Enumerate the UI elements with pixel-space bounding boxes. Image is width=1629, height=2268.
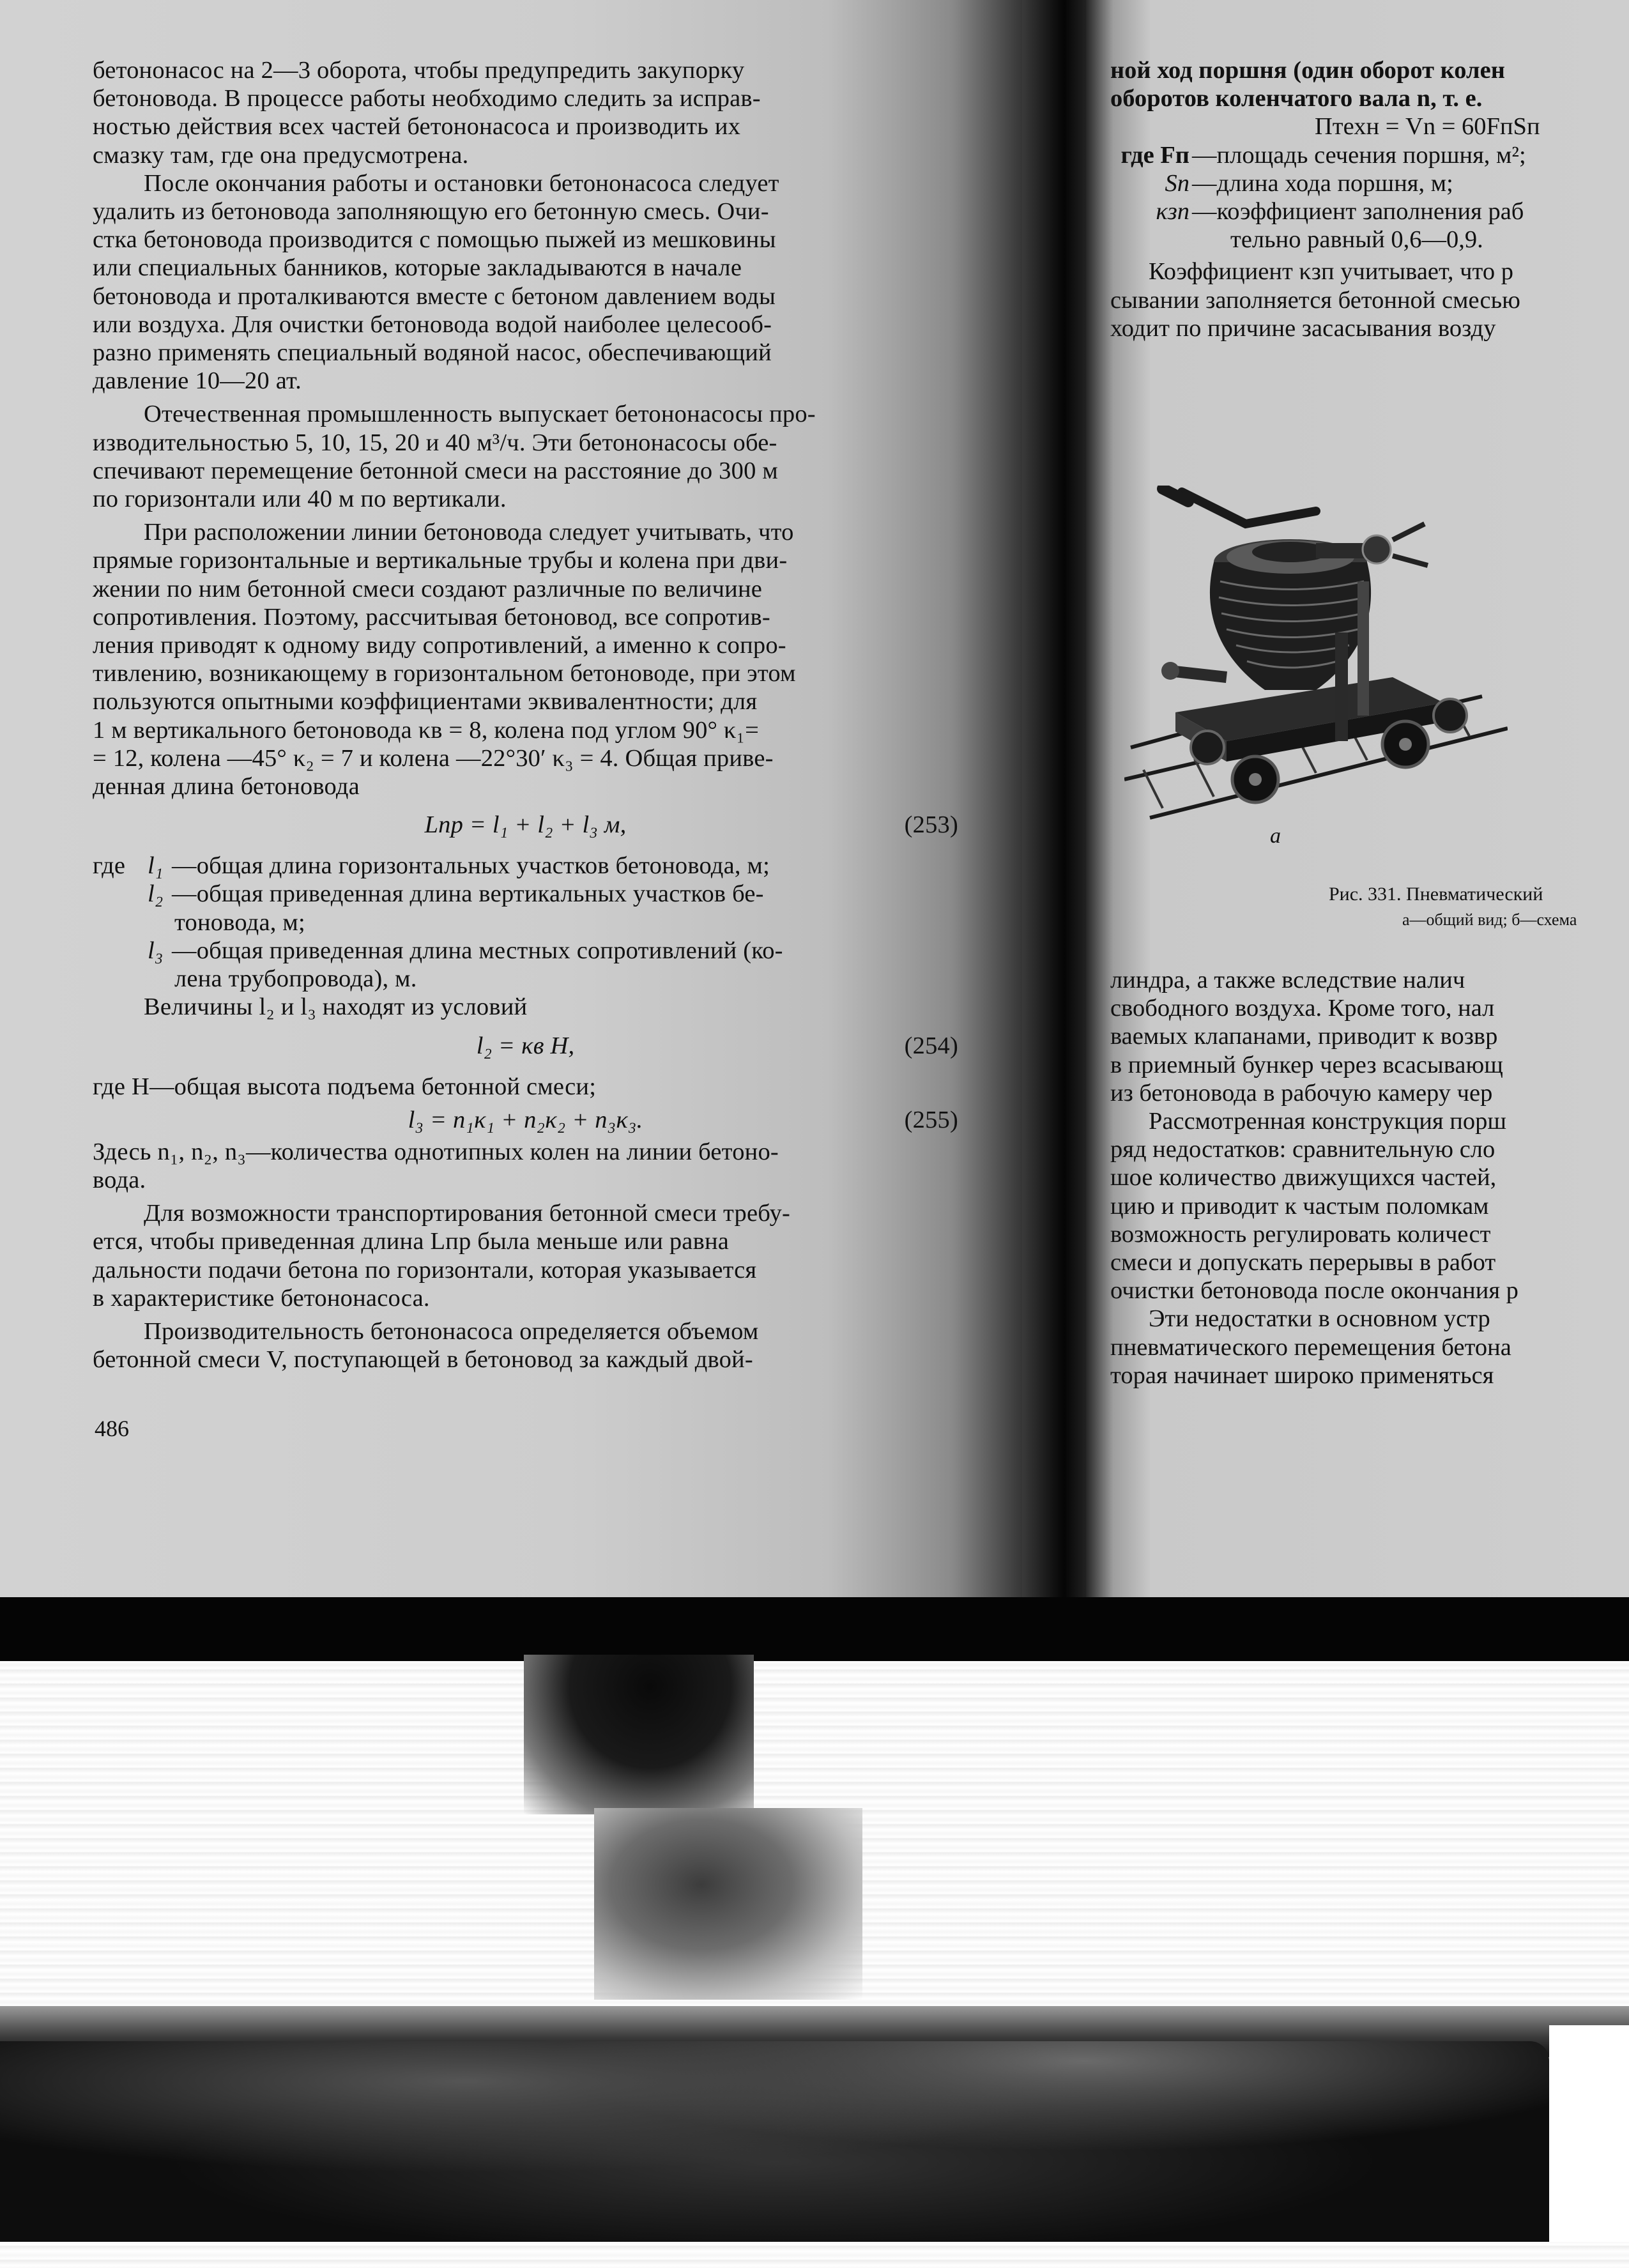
formula-254-body: l₂ = κв H, bbox=[476, 1032, 575, 1059]
formula-255-number: (255) bbox=[904, 1106, 958, 1133]
text-line: жении по ним бетонной смеси создают различные по величине bbox=[93, 575, 763, 602]
text-line: удалить из бетоновода заполняющую его бетонную смесь. Очи- bbox=[93, 198, 769, 226]
right-lower-line: из бетоновода в рабочую камеру чер bbox=[1110, 1079, 1493, 1107]
legend-continuation: тельно равный 0,6—0,9. bbox=[1230, 226, 1483, 254]
text-line: бетоновода и проталкиваются вместе с бетоном давлением воды bbox=[93, 282, 776, 310]
right-lower-line: пневматического перемещения бетона bbox=[1110, 1333, 1511, 1361]
book-gutter-shadow bbox=[1022, 0, 1092, 1597]
right-formula-legend bbox=[1110, 141, 1629, 254]
formula-253-body: Lпр = l₁ + l₂ + l₃ м, bbox=[424, 811, 627, 839]
text-line: бетоновода. В процессе работы необходимо следить за исправ- bbox=[93, 85, 761, 112]
text-line: После окончания работы и остановки бетононасоса следует bbox=[144, 169, 779, 197]
legend-text: —общая длина горизонтальных участков бетоновода, м; bbox=[172, 852, 770, 880]
motion-blur-shadow bbox=[524, 1655, 754, 1814]
right-lower-line: возможность регулировать количест bbox=[1110, 1220, 1491, 1248]
right-line-2: оборотов коленчатого вала n, т. е. bbox=[1110, 85, 1483, 112]
formula-253-number: (253) bbox=[904, 811, 958, 839]
text-line: 1 м вертикального бетоновода κв = 8, колена под углом 90° κ₁= bbox=[93, 716, 760, 744]
text-line: спечивают перемещение бетонной смеси на расстояние до 300 м bbox=[93, 457, 778, 484]
caption-subtitle: а—общий вид; б—схема bbox=[1402, 910, 1577, 929]
right-lower-line: ваемых клапанами, приводит к возвр bbox=[1110, 1023, 1498, 1050]
right-lower-line: Рассмотренная конструкция порш bbox=[1149, 1108, 1507, 1135]
legend-continuation: лена трубопровода), м. bbox=[174, 965, 417, 993]
text-line: разно применять специальный водяной насос, обеспечивающий bbox=[93, 339, 772, 367]
figure-caption bbox=[1329, 882, 1577, 933]
text-line: Здесь n₁, n₂, n₃—количества однотипных колен на линии бетоно- bbox=[93, 1138, 779, 1165]
right-page-lower-text bbox=[1110, 966, 1629, 1390]
paragraph-4 bbox=[93, 518, 958, 801]
legend-row-l1 bbox=[93, 852, 958, 880]
formula-253-legend bbox=[93, 852, 958, 993]
right-page bbox=[1086, 0, 1629, 1597]
legend-row-l2 bbox=[93, 880, 958, 908]
text-line: тивлению, возникающему в горизонтальном бетоноводе, при этом bbox=[93, 660, 796, 687]
right-lower-line: смеси и допускать перерывы в работ bbox=[1110, 1249, 1496, 1276]
figure-label: а bbox=[1270, 824, 1281, 848]
legend-symbol: l₂ bbox=[148, 880, 164, 908]
text-line: стка бетоновода производится с помощью пыжей из мешковины bbox=[93, 226, 776, 254]
legend-symbol: κзп bbox=[1156, 198, 1189, 226]
right-page-text bbox=[1110, 56, 1629, 342]
text-line: денная длина бетоновода bbox=[93, 773, 360, 801]
text-line: бетононасос на 2—3 оборота, чтобы предупредить закупорку bbox=[93, 57, 745, 84]
legend-intro: где bbox=[93, 852, 126, 880]
right-para-line-3: ходит по причине засасывания возду bbox=[1110, 314, 1496, 342]
text-line: по горизонтали или 40 м по вертикали. bbox=[93, 486, 507, 513]
formula-254-legend: где H—общая высота подъема бетонной смеси; bbox=[93, 1073, 597, 1100]
paragraph-6 bbox=[93, 1138, 958, 1194]
text-line: ностью действия всех частей бетононасоса и производить их bbox=[93, 113, 741, 141]
legend-text: —общая приведенная длина вертикальных участков бе- bbox=[172, 880, 764, 908]
right-line-1: ной ход поршня (один оборот колен bbox=[1110, 57, 1505, 84]
legend-symbol: где Fп bbox=[1120, 141, 1189, 169]
legend-text: —коэффициент заполнения раб bbox=[1192, 198, 1524, 226]
left-page bbox=[0, 0, 1035, 1597]
legend-symbol: Sп bbox=[1165, 169, 1189, 197]
legend-row-kzp bbox=[1110, 197, 1629, 226]
paragraph-8 bbox=[93, 1317, 958, 1374]
formula-254-number: (254) bbox=[904, 1032, 958, 1059]
right-para-line-1: Коэффициент κзп учитывает, что р bbox=[1149, 258, 1513, 286]
legend-text: —общая приведенная длина местных сопротивлений (ко- bbox=[172, 937, 783, 964]
legend-row-l3 bbox=[93, 937, 958, 965]
legend-continuation: тоновода, м; bbox=[174, 908, 305, 936]
right-formula: Птехн = Vn = 60FпSп bbox=[1315, 113, 1540, 141]
right-lower-line: в приемный бункер через всасывающ bbox=[1110, 1051, 1503, 1078]
text-line: = 12, колена —45° κ₂ = 7 и колена —22°30′ κ₃ = 4. Общая приве- bbox=[93, 744, 774, 772]
legend-symbol: l₁ bbox=[148, 852, 164, 880]
text-line: давление 10—20 ат. bbox=[93, 367, 302, 395]
text-line: в характеристике бетононасоса. bbox=[93, 1284, 430, 1312]
paragraph-1 bbox=[93, 56, 958, 169]
text-line: или воздуха. Для очистки бетоновода водой наиболее целесооб- bbox=[93, 310, 772, 338]
book-cover bbox=[0, 2041, 1549, 2242]
text-line: пользуются опытными коэффициентами эквивалентности; для bbox=[93, 688, 758, 716]
right-lower-line: очистки бетоновода после окончания р bbox=[1110, 1277, 1518, 1305]
text-line: вода. bbox=[93, 1166, 146, 1193]
text-line: дальности подачи бетона по горизонтали, которая указывается bbox=[93, 1256, 757, 1283]
paragraph-5: Величины l₂ и l₃ находят из условий bbox=[144, 993, 528, 1021]
text-line: ления приводят к одному виду сопротивлений, а именно к сопро- bbox=[93, 632, 786, 659]
text-line: прямые горизонтальные и вертикальные трубы и колена при дви- bbox=[93, 547, 788, 574]
text-line: изводительностью 5, 10, 15, 20 и 40 м³/ч. Эти бетононасосы обе- bbox=[93, 429, 777, 456]
text-line: смазку там, где она предусмотрена. bbox=[93, 141, 469, 169]
right-lower-line: свободного воздуха. Кроме того, нал bbox=[1110, 995, 1495, 1022]
right-lower-line: линдра, а также вследствие налич bbox=[1110, 967, 1465, 993]
caption-title: Рис. 331. Пневматический bbox=[1329, 884, 1543, 905]
text-line: сопротивления. Поэтому, рассчитывая бетоновод, все сопротив- bbox=[93, 603, 770, 631]
text-line: бетонной смеси V, поступающей в бетоновод за каждый двой- bbox=[93, 1346, 753, 1374]
right-para-line-2: сывании заполняется бетонной смесью bbox=[1110, 286, 1520, 314]
right-lower-line: торая начинает широко применяться bbox=[1110, 1361, 1494, 1389]
text-line: При расположении линии бетоновода следует учитывать, что bbox=[144, 519, 794, 546]
paragraph-2 bbox=[93, 169, 958, 395]
page-bottom-shadow bbox=[0, 1597, 1629, 1661]
legend-text: —площадь сечения поршня, м²; bbox=[1192, 141, 1526, 169]
formula-255-body: l₃ = n₁κ₁ + n₂κ₂ + n₃κ₃. bbox=[408, 1106, 643, 1133]
legend-text: —длина хода поршня, м; bbox=[1192, 169, 1453, 197]
formula-255 bbox=[93, 1102, 958, 1137]
text-line: Производительность бетононасоса определяется объемом bbox=[144, 1317, 759, 1345]
text-line: Отечественная промышленность выпускает бетононасосы про- bbox=[144, 401, 816, 428]
right-lower-line: цию и приводит к частым поломкам bbox=[1110, 1192, 1489, 1220]
text-line: или специальных банников, которые закладываются в начале bbox=[93, 254, 742, 282]
legend-row-sp bbox=[1110, 169, 1629, 197]
motion-blur-shadow-2 bbox=[594, 1808, 862, 2000]
pneumatic-pump-illustration bbox=[1124, 486, 1508, 882]
text-line: Для возможности транспортирования бетонной смеси требу- bbox=[144, 1200, 791, 1227]
page-number: 486 bbox=[95, 1416, 129, 1441]
background-corner bbox=[1549, 2025, 1629, 2242]
right-lower-line: ряд недостатков: сравнительную сло bbox=[1110, 1136, 1495, 1163]
left-page-text bbox=[93, 56, 958, 1374]
right-lower-line: шое количество движущихся частей, bbox=[1110, 1164, 1497, 1191]
legend-row-fp bbox=[1110, 141, 1629, 169]
text-line: ется, чтобы приведенная длина Lпр была меньше или равна bbox=[93, 1228, 730, 1255]
legend-symbol: l₃ bbox=[148, 937, 164, 964]
formula-253 bbox=[93, 807, 958, 845]
formula-254 bbox=[93, 1028, 958, 1066]
paragraph-7 bbox=[93, 1199, 958, 1312]
paragraph-3 bbox=[93, 400, 958, 513]
right-lower-line: Эти недостатки в основном устр bbox=[1149, 1305, 1490, 1333]
